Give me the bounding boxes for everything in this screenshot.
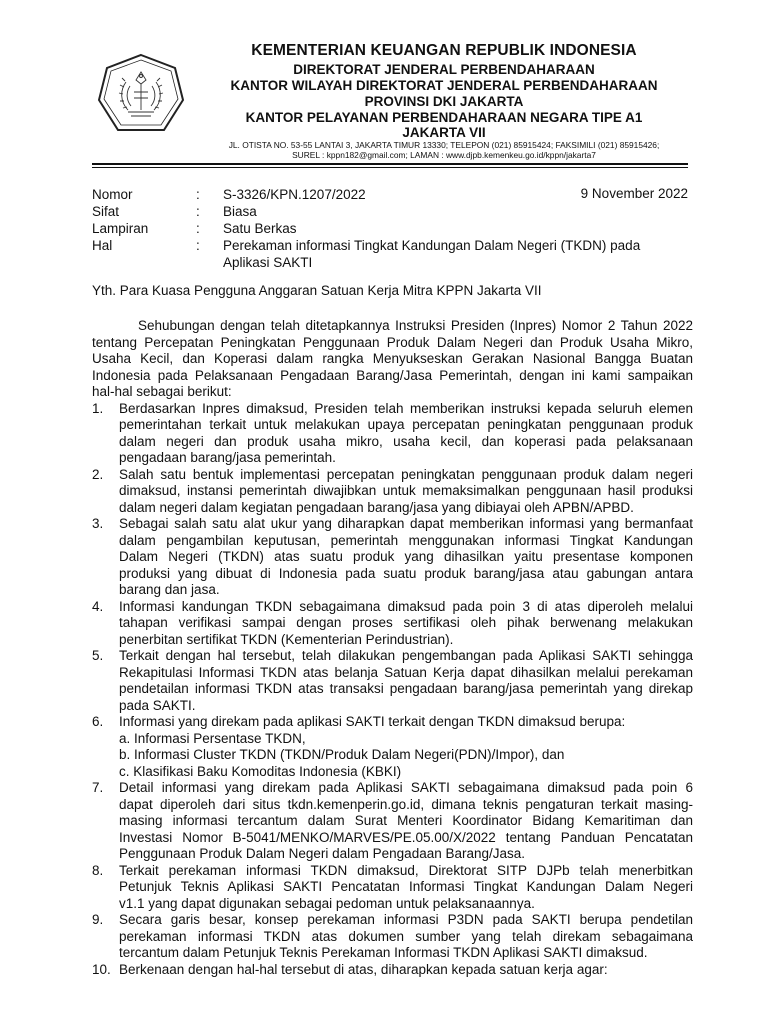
lampiran-value: Satu Berkas [223, 221, 297, 236]
list-item-line: dalam pengambilan keputusan, pemerintah menggunakan informasi Tingkat Kandungan [119, 532, 693, 548]
ministry-name: KEMENTERIAN KEUANGAN REPUBLIK INDONESIA [251, 42, 637, 59]
list-item-line: dalam negeri dalam kegiatan pengadaan barang/jasa yang dibiayai oleh APBN/APBD. [119, 499, 634, 515]
lampiran-label: Lampiran [92, 221, 149, 236]
list-item-number: 8. [92, 862, 104, 878]
hal-label: Hal [92, 238, 113, 253]
list-item-line: barang dan jasa. [119, 582, 220, 597]
list-item-line: produksi yang dibuat di Indonesia pada suatu produk barang/jasa atau gabungan antara [119, 565, 693, 581]
list-item-number: 3. [92, 516, 104, 531]
list-subitem: a. Informasi Persentase TKDN, [119, 730, 306, 746]
directorate-general: DIREKTORAT JENDERAL PERBENDAHARAAN [293, 62, 595, 77]
header-rule-thick [92, 163, 688, 165]
header-rule-thin [92, 167, 688, 168]
nomor-label: Nomor [92, 187, 133, 202]
list-item-line: Salah satu bentuk implementasi percepatan peningkatan penggunaan produk dalam negeri [119, 466, 693, 482]
intro-line: hal-hal sebagai berikut: [92, 384, 232, 399]
intro-line: tentang Percepatan Peningkatan Penggunaan Produk Dalam Negeri dan Produk Usaha Mikro, [92, 334, 693, 350]
list-item-line: dapat diperoleh dari situs tkdn.kemenperin.go.id, dimana teknis pengaturan terkait masing- [119, 796, 693, 812]
letter-date: 9 November 2022 [580, 186, 688, 201]
hal-colon: : [196, 238, 200, 253]
list-subitem: b. Informasi Cluster TKDN (TKDN/Produk Dalam Negeri(PDN)/Impor), dan [119, 747, 565, 762]
addressee: Yth. Para Kuasa Pengguna Anggaran Satuan Kerja Mitra KPPN Jakarta VII [92, 283, 542, 298]
list-item-line: pengadaan barang/jasa pemerintah. [119, 450, 336, 465]
list-item-line: Penggunaan Produk Dalam Negeri dalam Pengadaan Barang/Jasa. [119, 846, 526, 861]
list-item-line: Investasi Nomor B-5041/MENKO/MARVES/PE.05.00/X/2022 tentang Panduan Pencatatan [119, 829, 693, 845]
list-item-line: Detail informasi yang direkam pada Aplikasi SAKTI sebagaimana dimaksud pada poin 6 [119, 780, 693, 795]
kemenkeu-emblem-icon [96, 52, 186, 142]
list-item-line: v1.1 yang dapat digunakan sebagai pedoman untuk pelaksanaannya. [119, 895, 535, 911]
list-item-number: 4. [92, 598, 104, 614]
list-item-line: dimaksud, instansi pemerintah diwajibkan untuk memaksimalkan penggunaan hasil produksi [119, 483, 693, 498]
intro-line: Sehubungan dengan telah ditetapkannya Instruksi Presiden (Inpres) Nomor 2 Tahun 2022 [138, 318, 693, 333]
office-name: KANTOR PELAYANAN PERBENDAHARAAN NEGARA TIPE A1 [245, 110, 643, 125]
list-item-line: pemerintahan terkait untuk melakukan upaya percepatan peningkatan penggunaan produk [119, 417, 693, 432]
sifat-colon: : [196, 204, 200, 219]
sifat-label: Sifat [92, 204, 120, 219]
list-item-line: Berdasarkan Inpres dimaksud, Presiden telah memberikan instruksi kepada seluruh elemen [119, 400, 693, 416]
list-item-number: 7. [92, 780, 104, 795]
nomor-value: S-3326/KPN.1207/2022 [223, 187, 366, 202]
list-item-line: tahapan verifikasi sampai dengan proses sertifikasi oleh pihak berwenang melakukan [119, 615, 693, 630]
intro-line: Usaha Kecil, dan Koperasi dalam rangka Menyukseskan Gerakan Nasional Bangga Buatan [92, 351, 693, 366]
list-item-line: Informasi kandungan TKDN sebagaimana dimaksud pada poin 3 di atas diperoleh melalui [119, 598, 693, 614]
sifat-value: Biasa [223, 204, 257, 219]
list-item-number: 1. [92, 400, 104, 416]
list-subitem: c. Klasifikasi Baku Komoditas Indonesia (KBKI) [119, 763, 402, 779]
regional-office: KANTOR WILAYAH DIREKTORAT JENDERAL PERBENDAHARAAN [230, 78, 658, 93]
office-address: JL. OTISTA NO. 53-55 LANTAI 3, JAKARTA TIMUR 13330; TELEPON (021) 85915424; FAKSIMILI (021) 85915426; [228, 140, 660, 150]
office-contact: SUREL : kppn182@gmail.com; LAMAN : www.djpb.kemenkeu.go.id/kppn/jakarta7 [292, 150, 596, 160]
list-item-line: Informasi yang direkam pada aplikasi SAKTI terkait dengan TKDN dimaksud berupa: [119, 714, 626, 729]
office-city: JAKARTA VII [402, 125, 486, 140]
intro-line: Indonesia pada Pelaksanaan Pengadaan Barang/Jasa Pemerintah, dengan ini kami sampaikan [92, 367, 693, 383]
list-item-line: Terkait dengan hal tersebut, telah dilakukan pengembangan pada Aplikasi SAKTI sehingga [119, 648, 693, 663]
list-item-line: masing informasi tercantum dalam Surat Menteri Koordinator Bidang Kemaritiman dan [119, 813, 693, 828]
list-item-line: Petunjuk Teknis Aplikasi SAKTI Pencatatan Informasi Tingkat Kandungan Dalam Negeri [119, 879, 693, 894]
hal-value-line1: Perekaman informasi Tingkat Kandungan Dalam Negeri (TKDN) pada [223, 238, 641, 253]
list-item-line: pada SAKTI. [119, 697, 196, 713]
list-item-line: Sebagai salah satu alat ukur yang diharapkan dapat memberikan informasi yang bermanfaat [119, 516, 693, 531]
nomor-colon: : [196, 187, 200, 202]
list-item-line: Secara garis besar, konsep perekaman informasi P3DN pada SAKTI berupa pendetilan [119, 912, 693, 927]
lampiran-colon: : [196, 221, 200, 236]
list-item-line: perekaman informasi TKDN atas dokumen sumber yang telah direkam sebagaimana [119, 928, 693, 944]
list-item-line: Terkait perekaman informasi TKDN dimaksud, Direktorat SITP DJPb telah menerbitkan [119, 862, 693, 878]
list-item-number: 9. [92, 912, 104, 927]
list-item-number: 10. [92, 961, 111, 977]
list-item-line: dalam negeri dan produk usaha mikro, usaha kecil, dan koperasi pada pelaksanaan [119, 433, 693, 449]
province: PROVINSI DKI JAKARTA [364, 94, 524, 109]
list-item-number: 5. [92, 648, 104, 663]
hal-value-line2: Aplikasi SAKTI [223, 255, 313, 270]
list-item-line: Berkenaan dengan hal-hal tersebut di atas, diharapkan kepada satuan kerja agar: [119, 961, 608, 977]
list-item-line: penerbitan sertifikat TKDN (Kementerian Perindustrian). [119, 631, 454, 647]
list-item-number: 6. [92, 714, 104, 729]
list-item-line: pendetailan informasi TKDN atas transaksi pengadaan barang/jasa pemerintah yang direkap [119, 681, 693, 696]
list-item-number: 2. [92, 466, 104, 482]
list-item-line: Rekapitulasi Informasi TKDN atas belanja Satuan Kerja dapat dihasilkan melalui perekaman [119, 664, 693, 680]
list-item-line: tercantum dalam Petunjuk Teknis Perekaman Informasi TKDN Aplikasi SAKTI dimaksud. [119, 945, 648, 960]
list-item-line: Dalam Negeri (TKDN) atas suatu produk yang dihasilkan yaitu presentase komponen [119, 549, 693, 564]
